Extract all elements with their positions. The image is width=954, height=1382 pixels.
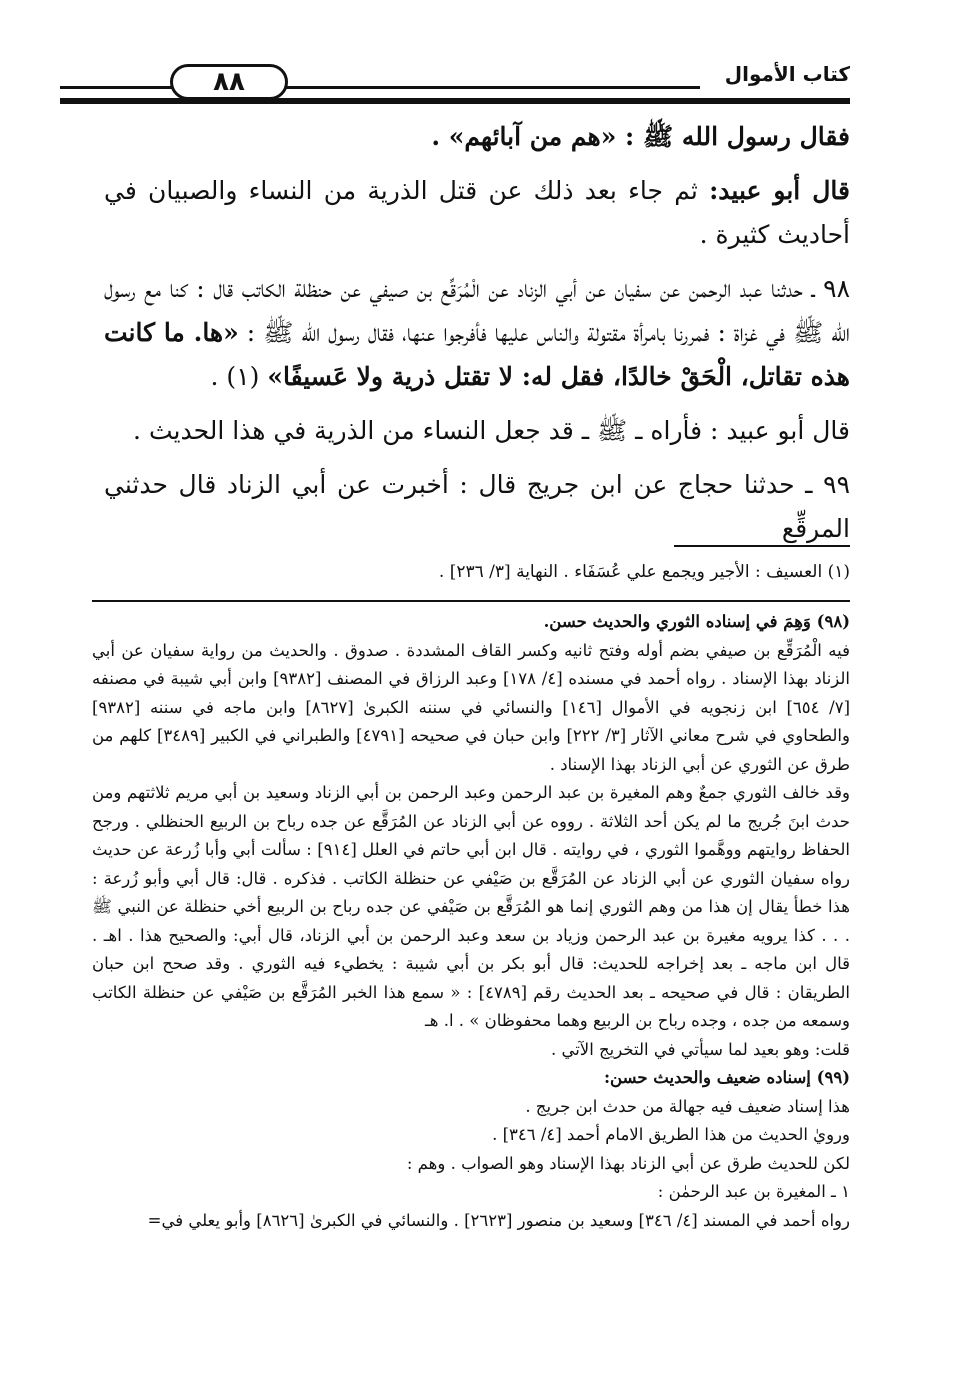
commentary-98-para-2: وقد خالف الثوري جمعٌ وهم المغيرة بن عبد الرحمن وعبد الرحمن بن أبي الزناد وسعيد بن أبي مريم ثلاثتهم ومن حدث ابنَ جُريج ما لم يكن أحد الثلاثة . رووه عن أبي الزناد عن المُرَقَّع عن جده رباح بن الربيع الحنظلي . ورجح الحفاظ روايتهم ووهَّموا الثوري ، في روايته . قال ابن أبي حاتم في العلل [٩١٤] : سألت أبي وأبا زُرعة عن حديث رواه سفيان الثوري عن أبي الزناد عن المُرَقَّع بن صَيْفي عن حنظلة الكاتب . فذكره . قال: قال أبي وأبو زُرعة : هذا خطأ يقال إن هذا من وهم الثوري إنما هو المُرَقَّع بن صَيْفي عن جده رباح بن الربيع أخي حنظلة عن النبي ﷺ . . . كذا يرويه مغيرة بن عبد الرحمن وزياد بن سعد وعبد الرحمن بن أبي الزناد، قال أبي: والصحيح هذا . اهـ . قال ابن ماجه ـ بعد إخراجه للحديث: قال أبو بكر بن أبي شيبة : يخطيء فيه الثوري . وقد صحح ابن حبان الطريقان : قال في صحيحه ـ بعد الحديث رقم [٤٧٨٩] : « سمع هذا الخبر المُرَقَّع بن صَيْفي عن حنظلة الكاتب وسمعه من جده ، وجده رباح بن الربيع وهما محفوظان » . ا. هـ (92, 783, 851, 1030)
commentary (92, 608, 850, 1235)
main-text (104, 115, 850, 561)
page-number: ٨٨ (170, 64, 288, 100)
hadith-98 (104, 267, 850, 399)
commentary-98-para-3: قلت: وهو بعيد لما سيأتي في التخريج الآتي . (550, 1039, 850, 1059)
quote-line: فقال رسول الله ﷺ : «هم من آبائهم» . (431, 122, 850, 151)
paragraph-abu-ubaid-2: قال أبو عبيد : فأراه ـ ﷺ ـ قد جعل النساء من الذرية في هذا الحديث . (133, 416, 850, 445)
page-number-frame (170, 64, 290, 102)
commentary-99-heading: (٩٩) إسناده ضعيف والحديث حسن: (603, 1068, 850, 1087)
hadith-98-matn: «ها. ما كانت هذه تقاتل، الْحَقْ خالدًا، فقل له: لا تقتل ذرية ولا عَسيفًا» (104, 318, 850, 391)
book-title: كتاب الأموال (724, 62, 850, 86)
hadith-98-chain: ٩٨ ـ حدثنا عبد الرحمن عن سفيان عن أبي الزناد عن الْمُرَقِّع بن صيفي عن حنظلة الكاتب قال : كنا مع رسول الله ﷺ في غزاة : فمررنا بامرأة مقتولة والناس عليها فأفرجوا عنها، فقال رسول الله ﷺ : (104, 274, 850, 347)
commentary-99-line-2: ورويٰ الحديث من هذا الطريق الامام أحمد [٤/ ٣٤٦] . (492, 1125, 850, 1144)
commentary-99-line-1: هذا إسناد ضعيف فيه جهالة من حدث ابن جريج . (525, 1096, 850, 1116)
commentary-98-heading: (٩٨) وَهِمَ في إسناده الثوري والحديث حسن. (543, 612, 850, 631)
paragraph-abu-ubaid-1 (104, 169, 850, 257)
commentary-98-para-1: فيه الْمُرَقِّع بن صيفي بضم أوله وفتح ثانيه وكسر القاف المشددة . صدوق . والحديث من رواية سفيان عن أبي الزناد بهذا الإسناد . رواه أحمد في مسنده [٤/ ١٧٨] وعبد الرزاق في المصنف [٩٣٨٢] وابن أبي شيبة في مصنفه [٧/ ٦٥٤] ابن زنجويه في الأموال [١٤٦] والنسائي في سننه الكبرىٰ [٨٦٢٧] وابن ماجه في سننه [٩٣٨٢] والطحاوي في شرح معاني الآثار [٣/ ٢٢٢] وابن حبان في صحيحه [٤٧٩١] والطبراني في الكبير [٣٤٨٩] كلهم من طرق عن الثوري عن أبي الزناد بهذا الإسناد . (92, 640, 851, 774)
commentary-99-line-3: لكن للحديث طرق عن أبي الزناد بهذا الإسناد وهو الصواب . وهم : (406, 1153, 850, 1173)
footnote-1: (١) العسيف : الأجير ويجمع علي عُسَفَاء . النهاية [٣/ ٢٣٦] . (438, 562, 850, 582)
speaker-label: قال أبو عبيد: (709, 176, 850, 205)
header-rule-thin (60, 86, 700, 89)
page-header (60, 58, 850, 108)
commentary-99-line-4: ١ ـ المغيرة بن عبد الرحمٰن : (657, 1182, 850, 1201)
paragraph-text: ثم جاء بعد ذلك عن قتل الذرية من النساء والصبيان في أحاديث كثيرة . (104, 176, 850, 249)
hadith-99: ٩٩ ـ حدثنا حجاج عن ابن جريج قال : أخبرت عن أبي الزناد قال حدثني المرقِّع (104, 470, 850, 543)
commentary-divider (92, 600, 850, 602)
footnote-rule (674, 545, 850, 547)
commentary-99-line-5: رواه أحمد في المسند [٤/ ٣٤٦] وسعيد بن منصور [٢٦٢٣] . والنسائي في الكبرىٰ [٨٦٢٦] وأبو يعلي في= (147, 1210, 850, 1230)
footnote-ref: (١) . (210, 362, 268, 391)
main-line-1 (104, 115, 850, 159)
